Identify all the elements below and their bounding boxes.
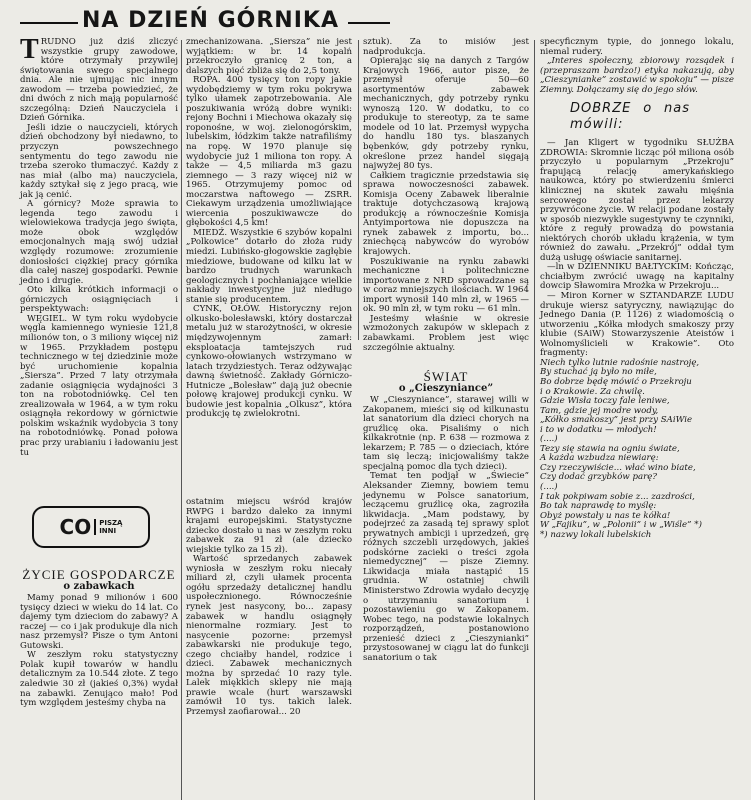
poem-line: I tak pokpiwam sobie z... zazdrości, bbox=[540, 491, 695, 502]
poem bbox=[540, 359, 734, 540]
zycie-gospodarcze-col1 bbox=[20, 567, 178, 800]
poem-line: i to w dodatku — młodych! bbox=[540, 424, 657, 435]
column-rule bbox=[358, 40, 359, 340]
paragraph: W „Cieszyniance”, starawej willi w Zakopanem, mieści się od kilkunastu lat sanatorium dla dzieci chorych na gruźlicę oka. Pisaliśmy o nich kilkakrotnie (np. P. 638 — rozmowa z lekarzem; P. 785 — o dzieciach, które tam się leczą; inicjowaliśmy także specjalną pomoc dla tych dzieci). bbox=[363, 395, 529, 472]
section-title: ŚWIAT bbox=[423, 369, 469, 384]
poem-line: Gdzie Wisła toczy fale leniwe, bbox=[540, 396, 670, 407]
poem-line: Tam, gdzie jej modre wody, bbox=[540, 405, 659, 416]
logo-small-text: PISZĄ INNI bbox=[94, 519, 122, 535]
section-subtitle: o „Cieszyniance” bbox=[398, 382, 494, 394]
lead-paragraph: RUDNO już dziś zliczyć wszystkie grupy zawodowe, które otrzymały przywilej świętowania swego specjalnego dnia. Ale nie ujmując nic innym zawodom — trzeba powiedzieć, że dni dwóch z nich mają popularność szczególną: Dzień Nauczyciela i Dzień Górnika. bbox=[20, 37, 178, 124]
logo-co: CO bbox=[59, 515, 92, 539]
paragraph: W zeszłym roku statystyczny Polak kupił towarów w handlu detalicznym za 10.544 złote. Z tego zaledwie 30 zł (jakieś 0,3%) wydał na zabawki. Zenująco mało! Pod tym względem jesteśmy chyba na bbox=[20, 650, 178, 709]
paragraph: Poszukiwanie na rynku zabawki mechaniczne i politechniczne importowane z NRD sprowadzane są w coraz mniejszych ilościach. W 1964 import wynosił 140 mln zł, w 1965 — ok. 90 mln zł, w tym roku — 61 mln. bbox=[363, 256, 529, 315]
section-subtitle: o zabawkach bbox=[63, 580, 135, 592]
column-rule bbox=[534, 40, 535, 800]
paragraph: A górnicy? Może sprawia to legenda tego zawodu i wielowiekowa tradycja jego święta, może obok względów emocjonalnych mają swój udział względy rozumowe: zrozumienie doniosłości ciężkiej pracy górnika dla całej naszej gospodarki. Pewnie jedno i drugie. bbox=[20, 199, 178, 286]
paragraph: Jesteśmy właśnie w okresie wzmożonych zakupów w sklepach z zabawkami. Problem jest więc szczególnie aktualny. bbox=[363, 313, 529, 353]
poem-line: W „Fajiku”, w „Polonii” i w „Wiśle” *) bbox=[540, 520, 702, 531]
paragraph: Mamy ponad 9 milionów i 600 tysięcy dzieci w wieku do 14 lat. Co dajemy tym dzieciom do zabawy? A raczej — co i jak produkuje dla nich nasz przemysł? Pisze o tym Antoni Gutowski. bbox=[20, 593, 178, 651]
paragraph: „Interes społeczny, zbiorowy rozsądek i (przepraszam bardzo!) etyka nakazują, aby „Cieszynianke” zostawić w spokoju” — pisze Ziemny. Dołączamy się do jego słów. bbox=[540, 56, 734, 95]
paragraph: ROPA. 400 tysięcy ton ropy jakie wydobędziemy w tym roku pokrywa tylko ułamek zapotrzebowania. Ale poszukiwania wróżą dobre wyniki: rejony Bochni i Miechowa okazały się roponośne, w woj. zielonogórskim, lubelskim, łódzkim także natrafiliśmy na ropę. W 1970 planuje się wydobycie już 1 miliona ton ropy. A także — 4,5 miliarda m3 gazu ziemnego — 3 razy więcej niż w 1965. Otrzymujemy pomoc od moczarstwa naftowego — ZSRR. Ciekawym urządzenia umożliwiające wiercenia poszukiwawcze do głębokości 4,5 km! bbox=[186, 75, 352, 229]
article-gornik-col2 bbox=[186, 37, 352, 420]
header-rule-left bbox=[20, 22, 78, 24]
paragraph: Wartość sprzedanych zabawek wyniosła w zeszłym roku niecały miliard zł, czyli ułamek procenta ogółu sprzedaży detalicznej handlu uspołecznionego. Równocześnie rynek jest nasycony, bo... zapasy zabawek w handlu osiągnęły nienormalne rozmiary. Jest to nasycenie pozorne: przemysł zabawkarski nie produkuje tego, czego chciałby handel, rodzice i dzieci. Zabawek mechanicznych można by sprzedać 10 razy tyle. Lalek miękkich sklepy nie mają prawie wcale (hurt warszawski zamówił 10 tys. takich lalek. Przemysł zaofiarował... 20 bbox=[186, 554, 352, 718]
poem-line: Niech tylko lutnie radośnie nastroję, bbox=[540, 357, 700, 368]
article-zabawki-col3 bbox=[363, 37, 529, 353]
poem-line: (....) bbox=[540, 481, 558, 492]
poem-line: Tezy się stawia na ogniu świate, bbox=[540, 443, 680, 454]
paragraph: — Jan Kligert w tygodniku SŁUŻBA ZDROWIA: Skromnie licząc pół miliona osób przyczyło u popularnym „Przekroju” frapującą relację amerykańskiego naukowca, który po stwierdzeniu śmierci klinicznej na skutek zawału mięśnia sercowego został przez lekarzy przywrócone życie. W relacji podane zostały w sposób niezwykle sugestywny te czynniki, które z reguły prowadzą do powstania niektórych chorób układu krążenia, w tym również do zawału. „Przekrój” oddał tym dużą usługę oświacie sanitarnej. bbox=[540, 138, 734, 263]
paragraph: Całkiem tragicznie przedstawia się sprawa nowoczesności zabawek. Komisja Oceny Zabawek liberalnie traktuje dotychczasową krajową produkcję a równocześnie Komisja Antyimportowa nie dopuszcza na rynek zabawek z importu, bo... zniechęcą nabywców do wyrobów krajowych. bbox=[363, 170, 529, 258]
paragraph: MIEDŹ. Wszystkie 6 szybów kopalni „Polkowice” dotarło do złoża rudy miedzi. Lubińsko-głogowskie zagłębie miedziowe, budowane od kilku lat w bardzo trudnych warunkach geologicznych i pochłaniające wielkie nakłady inwestycyjne już niedługo stanie się producentem. bbox=[186, 227, 352, 305]
poem-line: „Kółko smakoszy” jest przy SAiWie bbox=[540, 415, 693, 426]
poem-line: By stuchać ją było no miłe, bbox=[540, 367, 657, 378]
article-gornik-col1 bbox=[20, 34, 178, 458]
article-cieszynianka-col4 bbox=[540, 38, 734, 798]
poem-line: *) nazwy lokali lubelskich bbox=[540, 529, 652, 540]
paragraph: CYNK, OŁÓW. Historyczny rejon olkusko-bolesławski, który dostarczał metalu już w starożytności, w okresie międzywojennym zamarł: eksploatacja tamtejszych rud cynkowo-ołowianych wstrzymano w latach trzydziestych. Teraz odżywając dawną świetność. Zakłady Górniczo-Hutnicze „Bolesław” dają już obecnie połowę krajowej produkcji cynku. W budowie jest kopalnia „Olkusz”, która produkcję tę zwielokrotni. bbox=[186, 304, 352, 420]
co-pisza-inni-logo bbox=[32, 506, 150, 548]
paragraph: Jeśli idzie o nauczycieli, których dzień obchodzony był niedawno, to przyczyn powszechnego sentymentu do tego zawodu nie trzeba szeroko tłumaczyć. Każdy z nas miał (albo ma) nauczyciela, każdy sztykał się z jego pracą, wie jak ją cenić. bbox=[20, 122, 178, 200]
poem-line: Czy dodać grzybków parę? bbox=[540, 472, 657, 483]
paragraph: specyficznym typie, do jonnego lokalu, niemal rudery. bbox=[540, 37, 734, 57]
poem-line: Czy rzeczywiście... włać wino biate, bbox=[540, 462, 696, 473]
swiat-cieszynianka-col3 bbox=[363, 369, 529, 800]
section-title: ŻYCIE GOSPODARCZE bbox=[22, 567, 176, 582]
poem-line: A każda wzbudza niewiarę: bbox=[540, 453, 659, 464]
poem-line: Bo dobrze będę mówić o Przekroju bbox=[540, 376, 692, 387]
paragraph: —ln w DZIENNIKU BAŁTYCKIM: Kończąc, chciałbym zwrócić uwagę na kapitalny dowcip Sławomira Mrożka w Przekroju... bbox=[540, 262, 734, 292]
drop-cap: T bbox=[20, 34, 39, 65]
poem-line: i o Krakowie. Za chwilę. bbox=[540, 386, 645, 397]
poem-line: Obyż powstały u nas te kółka! bbox=[540, 510, 671, 521]
column-rule bbox=[181, 40, 182, 800]
paragraph: — Miron Korner w SZTANDARZE LUDU drukuje wiersz satyryczny, nawiązując do Jednego Dania (P. 1126) z wiadomością o utworzeniu „Kółka młodych smakoszy przy klubie (SAiW) Stowarzyszenie Ateistów i Wolnomyślicieli w Krakowie”. Oto fragmenty: bbox=[540, 291, 734, 359]
paragraph: ostatnim miejscu wśród krajów RWPG i bardzo daleko za innymi krajami europejskimi. Statystyczne dziecko dostało u nas w zeszłym roku zabawek za 91 zł (ale dziecko wiejskie tylko za 15 zł). bbox=[186, 497, 352, 555]
zycie-gospodarcze-col2 bbox=[186, 498, 352, 800]
poem-line: Bo tak naprawdę to myślę: bbox=[540, 501, 657, 512]
header-rule-right bbox=[348, 22, 390, 24]
page-title: NA DZIEŃ GÓRNIKA bbox=[82, 8, 339, 33]
dobrze-o-nas-heading: DOBRZE o nas mówili: bbox=[570, 101, 690, 133]
paragraph: WĘGIEL. W tym roku wydobycie węgla kamiennego wyniesie 121,8 milionów ton, o 3 miliony więcej niż w 1965. Przykładem postępu technicznego w tej dziedzinie może być uruchomienie kopalnia „Siersza”. Przed 7 laty otrzymała zadanie osiągnięcia wydajności 3 ton na robotodniówkę. Cel ten zrealizowała w 1964, a w tym roku osiągnęła rekordowy w górnictwie polskim wskaźnik wydobycia 3 tony na robotodniówkę. Ponad połowa prac przy urabianiu i ładowaniu jest tu bbox=[20, 313, 178, 458]
paragraph: Oto kilka krótkich informacji o górniczych osiągnięciach i perspektywach: bbox=[20, 285, 178, 315]
paragraph: Opierając się na danych z Targów Krajowych 1966, autor pisze, że przemysł oferuje 50—60 asortymentów zabawek mechanicznych, gdy potrzeby rynku wynoszą 120. W dodatku, to co produkuje to stereotyp, za te same modele od 10 lat. Przemysł wypycha do handlu 180 tys. blaszanych bębenków, gdy potrzeby rynku, określone przez handel sięgają najwyżej 80 tys. bbox=[363, 56, 529, 172]
paragraph: zmechanizowana. „Siersza” nie jest wyjątkiem: w br. 14 kopalń przekroczyło granicę 2 ton, a dalszych pięć zbliża się do 2,5 tony. bbox=[186, 37, 352, 76]
poem-line: (....) bbox=[540, 434, 558, 445]
paragraph: sztuk). Za to misiów jest nadprodukcja. bbox=[363, 37, 529, 57]
paragraph: Temat ten podjął w „Świecie” Aleksander Ziemny, bowiem temu jedynemu w Polsce sanatorium, leczącemu gruźlicę oka, zagroziła likwidacja. „Mam podstawy, by podejrzeć za zasadą tej sprawy splot prywatnych ambicji i uprzedzeń, grę różnych szczebli urzędowych, jakieś podskórne zacieki o treści zgoła niemedycznej” — pisze Ziemny. Likwidacja miała nastąpić 15 grudnia. W ostatniej chwili Ministerstwo Zdrowia wydało decyzję o utrzymaniu sanatorium i pozostawieniu go w Zakopanem. Wobec tego, na podstawie lokalnych rozporządzeń, postanowiono przenieść dzieci z „Cieszynianki” przystosowanej w ciągu lat do funkcji sanatorium o tak bbox=[363, 471, 529, 663]
